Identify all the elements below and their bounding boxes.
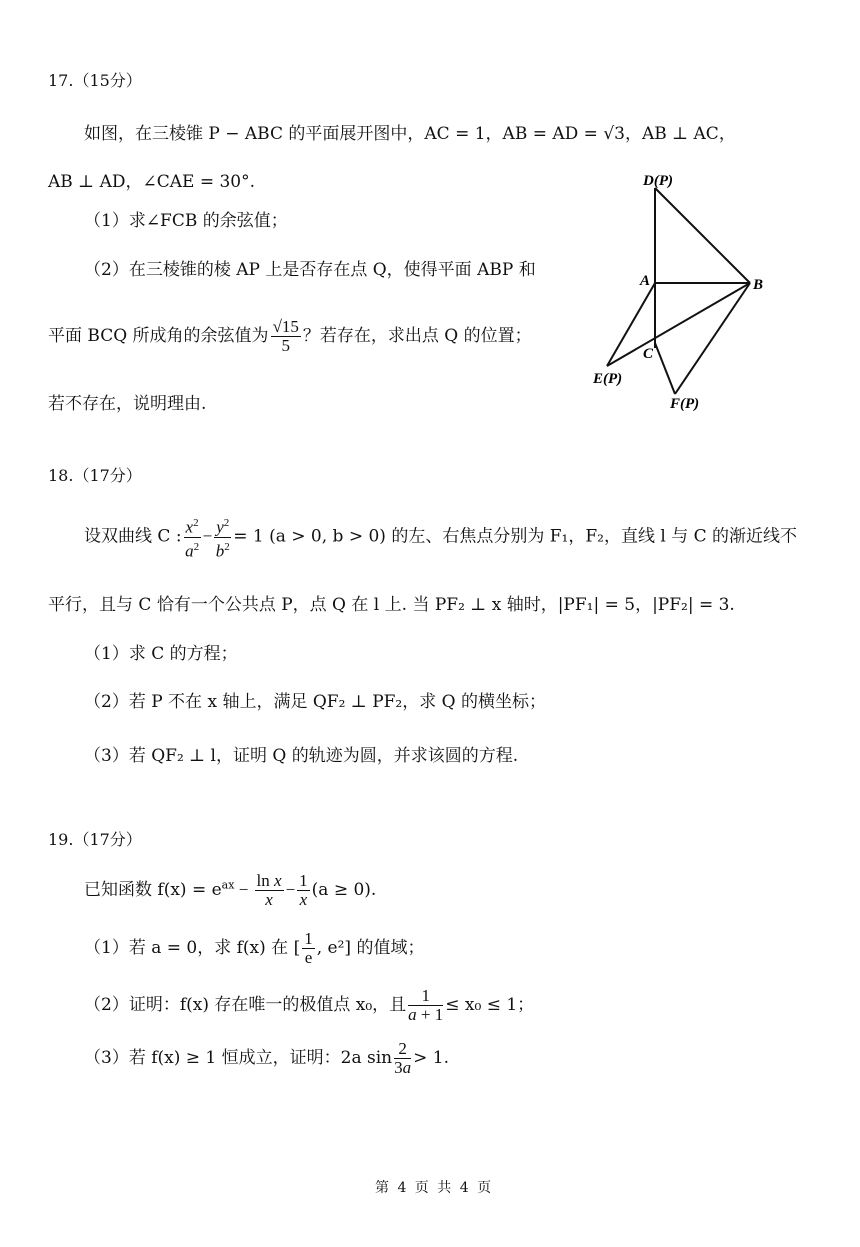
- q18-line2: 平行，且与 C 恰有一个公共点 P，点 Q 在 l 上. 当 PF₂ ⊥ x 轴时，|PF₁| = 5，|PF₂| = 3.: [48, 595, 735, 615]
- x2-over-a2-fraction: $\frac{x^2}{a^2}$: [184, 514, 201, 560]
- q19-line1-post: (a ≥ 0).: [311, 880, 377, 900]
- fraction-numerator: √15: [272, 317, 299, 336]
- label-E: E(P): [593, 371, 623, 387]
- q17-line2: AB ⊥ AD，∠CAE = 30°.: [48, 172, 255, 192]
- q17-line3-pre: 平面 BCQ 所成角的余弦值为: [48, 326, 269, 346]
- q19-part1-pre: （1）若 a = 0，求 f(x) 在 [: [84, 938, 301, 958]
- one-over-e-fraction: $\frac{1}{e}$: [304, 929, 313, 967]
- edge-CF: [655, 343, 675, 394]
- label-F: F(P): [670, 396, 700, 412]
- sqrt15-over-5-fraction: [271, 318, 301, 355]
- q17-part1: （1）求∠FCB 的余弦值；: [84, 211, 288, 231]
- label-C: C: [643, 346, 654, 362]
- y2-over-b2-fraction: $\frac{y^2}{b^2}$: [214, 514, 231, 560]
- q18-part1: （1）求 C 的方程；: [84, 644, 238, 664]
- q19-line1-sup: ax: [221, 878, 235, 892]
- q17-line3: [48, 318, 532, 355]
- q17-line4: 若不存在，说明理由.: [48, 394, 207, 414]
- q18-line1-pre: 设双曲线 C :: [84, 526, 182, 547]
- q19-part3: [84, 1040, 449, 1077]
- lnx-over-x-fraction: $\frac{\text{ln x}}{x}$: [256, 871, 282, 909]
- one-over-a-plus-1-fraction: $\frac{1}{a + 1}$: [408, 986, 444, 1024]
- label-A: A: [640, 273, 651, 289]
- q19-header: 19.（17分）: [48, 830, 142, 849]
- q19-part2-post: ≤ x₀ ≤ 1；: [445, 995, 535, 1015]
- q18-line1: 设双曲线 C : $\frac{x^2}{a^2}$ − $\frac{y^2}{b^2}$ = 1 (a > 0, b > 0) 的左、右焦点分别为 F₁，F₂，直线 l 与 C 的渐近线不: [84, 514, 797, 560]
- q19-part1-post: , e²] 的值域；: [316, 938, 425, 958]
- edge-EB: [607, 283, 750, 366]
- q19-part2-pre: （2）证明：f(x) 存在唯一的极值点 x₀，且: [84, 995, 407, 1015]
- one-over-x-fraction: $\frac{1}{x}$: [299, 871, 308, 909]
- fraction-denominator: 5: [281, 336, 290, 355]
- q19-line1-pre: 已知函数 f(x) = e: [84, 880, 222, 900]
- edge-FB: [675, 283, 750, 394]
- q17-line3-post: ？若存在，求出点 Q 的位置；: [302, 326, 532, 346]
- q17-header: 17.（15分）: [48, 71, 142, 90]
- q18-part3: （3）若 QF₂ ⊥ l，证明 Q 的轨迹为圆，并求该圆的方程.: [84, 746, 519, 766]
- q17-line1: 如图，在三棱锥 P − ABC 的平面展开图中，AC = 1，AB = AD = √3，AB ⊥ AC，: [84, 124, 736, 144]
- q18-line1-post: = 1 (a > 0, b > 0) 的左、右焦点分别为 F₁，F₂，直线 l 与 C 的渐近线不: [233, 526, 798, 547]
- label-B: B: [753, 277, 764, 293]
- net-diagram: [585, 168, 785, 418]
- q19-part2: [84, 987, 534, 1024]
- two-over-3a-fraction: $\frac{2}{3a}$: [394, 1039, 412, 1077]
- q19-line1: 已知函数 $f(x) = e^{ax}$ − $\frac{\text{ln x}}{x}$ − $\frac{1}{x}$ (a ≥ 0).: [84, 871, 377, 909]
- q19-part1: [84, 930, 424, 967]
- label-D: D(P): [643, 173, 673, 189]
- edge-DB: [655, 188, 750, 283]
- q17-part2: （2）在三棱锥的棱 AP 上是否存在点 Q，使得平面 ABP 和: [84, 260, 536, 280]
- page-footer: 第 4 页 共 4 页: [375, 1180, 494, 1196]
- q18-part2: （2）若 P 不在 x 轴上，满足 QF₂ ⊥ PF₂，求 Q 的横坐标；: [84, 692, 546, 712]
- q19-part3-post: > 1.: [413, 1048, 449, 1068]
- q19-part3-pre: （3）若 f(x) ≥ 1 恒成立，证明：2a sin: [84, 1048, 393, 1068]
- q18-header: 18.（17分）: [48, 466, 142, 485]
